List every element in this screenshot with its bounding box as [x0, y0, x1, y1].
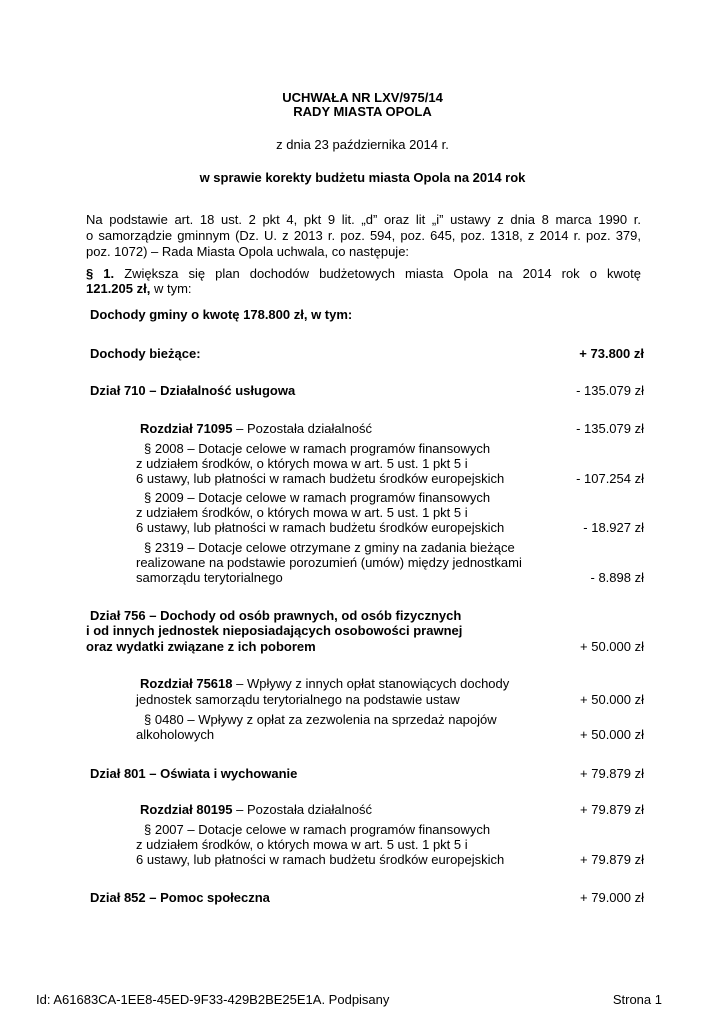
- item-2009-amount: - 18.927 zł: [583, 520, 644, 535]
- section-852-label: Dział 852 – Pomoc społeczna: [90, 890, 270, 905]
- item-2008-line-2: z udziałem środków, o których mowa w art. 5 ust. 1 pkt 5 i: [136, 456, 468, 471]
- item-2009-line-2: z udziałem środków, o których mowa w art. 5 ust. 1 pkt 5 i: [136, 505, 468, 520]
- item-2319-line-3: samorządu terytorialnego: [136, 570, 283, 585]
- paragraph-1-tail: w tym:: [153, 281, 192, 296]
- chapter-80195: [140, 802, 372, 817]
- item-2008-line-1: § 2008 – Dotacje celowe w ramach programów finansowych: [144, 441, 491, 456]
- section-710-label: Dział 710 – Działalność usługowa: [90, 383, 296, 398]
- section-801-label: Dział 801 – Oświata i wychowanie: [90, 766, 298, 781]
- section-756-line-3: oraz wydatki związane z ich poborem: [86, 639, 316, 654]
- section-756-amount: + 50.000 zł: [580, 639, 644, 654]
- current-income-label: Dochody bieżące:: [90, 346, 201, 361]
- chapter-75618-desc: – Wpływy z innych opłat stanowiących dochody: [236, 676, 510, 691]
- section-756-line-1: Dział 756 – Dochody od osób prawnych, od osób fizycznych: [90, 608, 462, 623]
- council-name: RADY MIASTA OPOLA: [293, 104, 432, 119]
- item-2007-amount: + 79.879 zł: [580, 852, 644, 867]
- paragraph-1-text: Zwiększa się plan dochodów budżetowych miasta Opola na 2014 rok o kwotę: [124, 266, 641, 281]
- preamble-line-1: Na podstawie art. 18 ust. 2 pkt 4, pkt 9 lit. „d” oraz lit „i” ustawy z dnia 8 marca 1990 r.: [86, 212, 641, 227]
- section-801-amount: + 79.879 zł: [580, 766, 644, 781]
- chapter-80195-amount: + 79.879 zł: [580, 802, 644, 817]
- chapter-75618-code: Rozdział 75618: [140, 676, 233, 691]
- chapter-75618-line-1: [140, 676, 509, 691]
- item-2007-line-2: z udziałem środków, o których mowa w art. 5 ust. 1 pkt 5 i: [136, 837, 468, 852]
- item-2008-line-3: 6 ustawy, lub płatności w ramach budżetu środków europejskich: [136, 471, 505, 486]
- chapter-71095-amount: - 135.079 zł: [576, 421, 644, 436]
- paragraph-mark: § 1.: [86, 266, 115, 281]
- document-id: Id: A61683CA-1EE8-45ED-9F33-429B2BE25E1A. Podpisany: [36, 992, 390, 1007]
- item-2319-line-2: realizowane na podstawie porozumień (umów) między jednostkami: [136, 555, 522, 570]
- section-852-amount: + 79.000 zł: [580, 890, 644, 905]
- page-number: Strona 1: [612, 992, 662, 1007]
- chapter-75618-amount: + 50.000 zł: [580, 692, 644, 707]
- paragraph-1-line-2: [86, 281, 192, 296]
- chapter-71095: [140, 421, 372, 436]
- paragraph-1-line-1: [86, 266, 641, 281]
- item-2009-line-3: 6 ustawy, lub płatności w ramach budżetu środków europejskich: [136, 520, 505, 535]
- current-income-amount: + 73.800 zł: [579, 346, 644, 361]
- section-710-amount: - 135.079 zł: [576, 383, 644, 398]
- preamble-line-3: poz. 1072) – Rada Miasta Opola uchwala, co następuje:: [86, 244, 410, 259]
- resolution-number: UCHWAŁA NR LXV/975/14: [282, 90, 443, 105]
- item-2008-amount: - 107.254 zł: [576, 471, 644, 486]
- chapter-75618-line-2: jednostek samorządu terytorialnego na podstawie ustaw: [136, 692, 460, 707]
- paragraph-1-amount: 121.205 zł,: [86, 281, 151, 296]
- chapter-71095-desc: – Pozostała działalność: [236, 421, 372, 436]
- chapter-80195-desc: – Pozostała działalność: [236, 802, 372, 817]
- item-2319-line-1: § 2319 – Dotacje celowe otrzymane z gminy na zadania bieżące: [144, 540, 515, 555]
- chapter-80195-code: Rozdział 80195: [140, 802, 233, 817]
- preamble-line-2: o samorządzie gminnym (Dz. U. z 2013 r. poz. 594, poz. 645, poz. 1318, z 2014 r. poz. 379,: [86, 228, 641, 243]
- section-756-line-2: i od innych jednostek nieposiadających osobowości prawnej: [86, 623, 463, 638]
- resolution-subject: w sprawie korekty budżetu miasta Opola na 2014 rok: [199, 170, 526, 185]
- gmina-income-heading: Dochody gminy o kwotę 178.800 zł, w tym:: [90, 307, 353, 322]
- chapter-71095-code: Rozdział 71095: [140, 421, 233, 436]
- resolution-date: z dnia 23 października 2014 r.: [276, 137, 449, 152]
- item-2319-amount: - 8.898 zł: [590, 570, 644, 585]
- item-2007-line-3: 6 ustawy, lub płatności w ramach budżetu środków europejskich: [136, 852, 505, 867]
- item-0480-line-2: alkoholowych: [136, 727, 215, 742]
- item-0480-line-1: § 0480 – Wpływy z opłat za zezwolenia na sprzedaż napojów: [144, 712, 497, 727]
- item-0480-amount: + 50.000 zł: [580, 727, 644, 742]
- item-2007-line-1: § 2007 – Dotacje celowe w ramach programów finansowych: [144, 822, 491, 837]
- item-2009-line-1: § 2009 – Dotacje celowe w ramach programów finansowych: [144, 490, 491, 505]
